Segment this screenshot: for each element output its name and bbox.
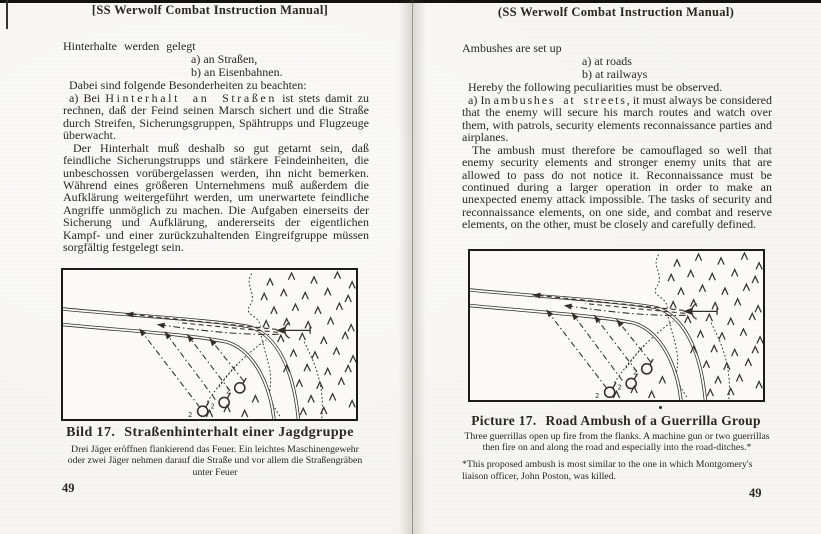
left-note-line: Dabei sind folgende Besonderheiten zu beachten:: [69, 78, 307, 93]
right-page-body: [462, 42, 772, 231]
right-paragraph-camouflage: The ambush must therefore be camouflaged so well that enemy security elements and stronger enemy units that are allowed to pass do not notice it. Reconnaissance must be continued during a larger operation in order to make an unexpected enemy attack impossible. The tasks of security and reconnaissance elements, on one side, and combat and reserve elements, on the other, must be closely and carefully defined.: [462, 142, 772, 232]
right-ambush-list: [582, 55, 772, 80]
road-ambush-diagram: [63, 270, 356, 419]
left-paragraph-camouflage: Der Hinterhalt muß deshalb so gut getarnt sein, daß feindliche Sicherungstrupps und stärkere Feindeinheiten, die unbeschossen vorübergelassen werden, ihn nicht bemerken. Während eines größeren Unternehmens muß außerdem die Aufklärung weitergeführt werden, um unerwartete feindliche Angriffe unmöglich zu machen. Die Aufgaben einerseits der Sicherung und Aufklärung, andererseits der eigentlichen Kampf- und einer zurückzuhaltenden Eingreifgruppe müssen sorgfältig festgelegt sein.: [63, 140, 369, 255]
left-ambush-list: [191, 53, 369, 78]
right-intro-line: Ambushes are set up: [462, 41, 562, 55]
figure-title: Straßenhinterhalt einer Jagdgruppe: [124, 425, 354, 440]
right-figure-caption: Three guerrillas open up fire from the flanks. A machine gun or two guerrillas then fire on and along the road and especially into the road-ditches.*: [464, 431, 770, 454]
paragraph-prefix: a) Bei: [69, 90, 106, 105]
left-paragraph-road-ambush: [63, 92, 369, 142]
figure-label: Bild 17.: [66, 425, 116, 440]
list-item: b) an Eisenbahnen.: [191, 64, 283, 79]
svg-text:2: 2: [210, 402, 215, 411]
paragraph-prefix: a) In: [468, 92, 494, 107]
ink-spot: [659, 406, 662, 409]
left-figure-box: [61, 268, 358, 421]
svg-text:2: 2: [617, 383, 622, 392]
right-paragraph-road-ambush: [462, 94, 772, 144]
left-intro-line: Hinterhalte werden gelegt: [63, 39, 196, 53]
svg-text:2: 2: [188, 411, 193, 419]
footnote: *This proposed ambush is most similar to the one in which Montgomery's liaison officer, John Poston, was killed.: [462, 459, 753, 482]
right-figure-heading: [420, 413, 812, 429]
figure-title: Road Ambush of a Guerrilla Group: [545, 413, 761, 428]
letterspaced-phrase: Hinterhalt an Straßen: [105, 90, 277, 105]
figure-label: Picture 17.: [471, 413, 537, 428]
letterspaced-phrase: ambushes at streets: [493, 92, 627, 107]
left-running-head: [SS Werwolf Combat Instruction Manual]: [91, 3, 329, 17]
list-item: b) at railways: [582, 66, 648, 81]
svg-text:2: 2: [633, 368, 638, 377]
paragraph-suffix: ist stets damit zu rechnen, daß der Feind seinen Marsch sichert und die Straße durch Streifen, Sicherungsgruppen, Spähtrupps und Flugzeuge überwacht.: [63, 90, 369, 143]
list-item: a) an Straßen,: [191, 52, 258, 67]
right-running-head: (SS Werwolf Combat Instruction Manual): [497, 5, 735, 19]
paragraph-suffix: , it must always be considered that the enemy will secure his march routes and watch over them, with patrols, security elements reconnaissance parties and airplanes.: [462, 92, 772, 145]
road-ambush-diagram: [470, 251, 763, 400]
right-page-number: 49: [749, 486, 762, 500]
left-page-body: [63, 40, 369, 254]
left-figure-caption: Drei Jäger eröffnen flankierend das Feuer. Ein leichtes Maschinengewehr oder zwei Jäger nehmen darauf die Straße und vor allem die Straßengräben unter Feuer: [67, 444, 363, 478]
svg-text:2: 2: [226, 387, 231, 396]
page-gutter-line: [412, 0, 413, 534]
scan-edge-artifact: [6, 0, 8, 29]
left-figure-heading: [10, 425, 410, 441]
list-item: a) at roads: [582, 54, 632, 69]
right-figure-box: [468, 249, 765, 402]
left-page-number: 49: [62, 481, 75, 495]
right-note-line: Hereby the following peculiarities must be observed.: [468, 80, 723, 95]
svg-text:2: 2: [595, 392, 600, 400]
